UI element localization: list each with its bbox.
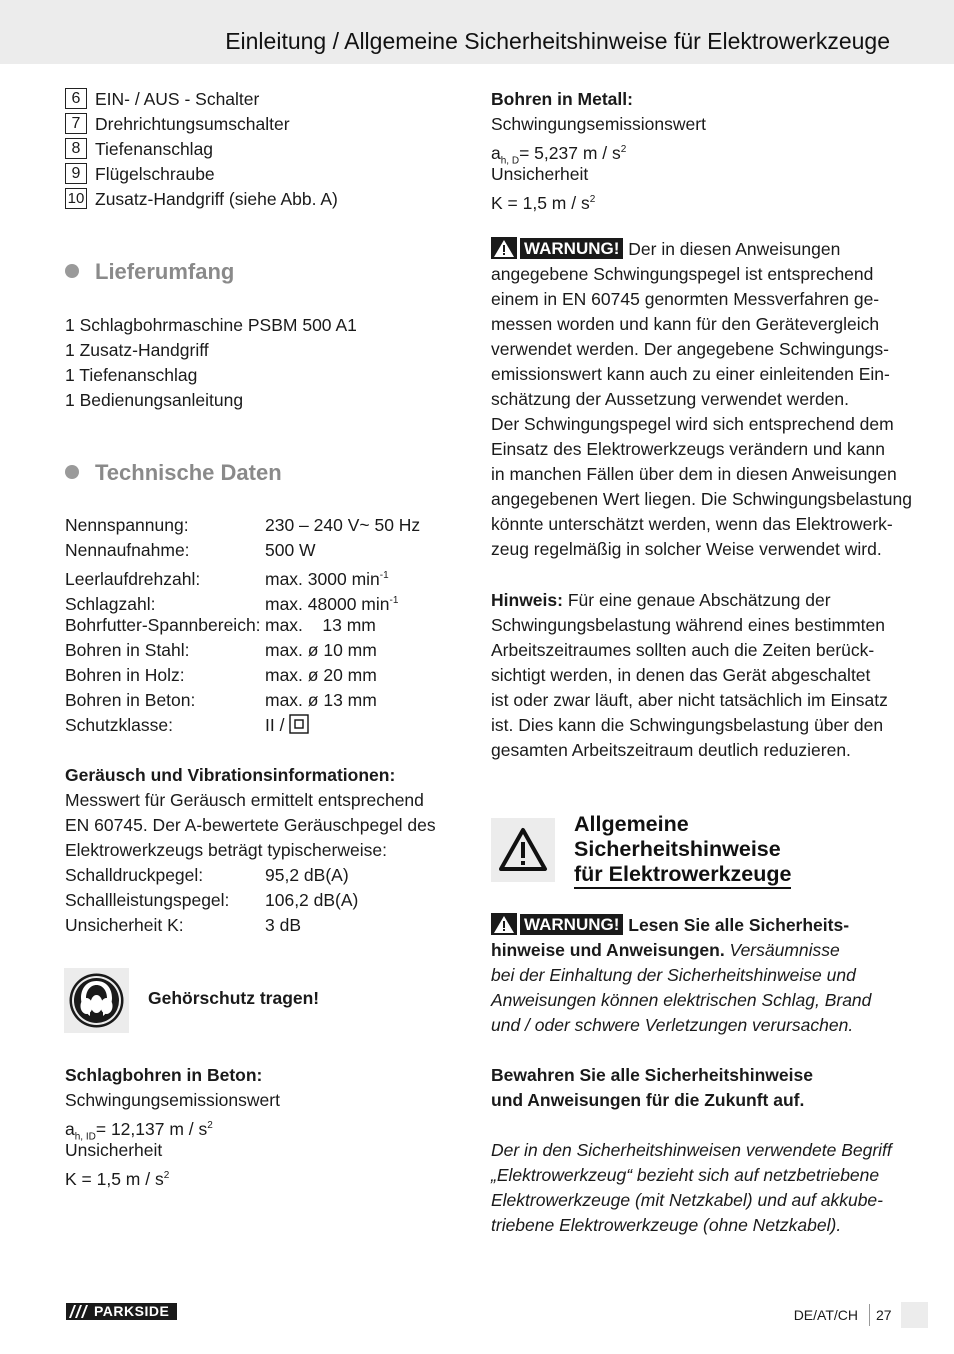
term-line: Der in den Sicherheitshinweisen verwendete Begriff bbox=[491, 1140, 892, 1160]
tech-value: max. ø 20 mm bbox=[265, 665, 377, 685]
note-line: Arbeitszeitraumes sollten auch die Zeiten berück- bbox=[491, 640, 875, 660]
warning-triangle-icon bbox=[491, 913, 517, 935]
noise-value: 95,2 dB(A) bbox=[265, 865, 349, 885]
general-heading-line: Allgemeine bbox=[574, 812, 689, 836]
general-warning-box bbox=[491, 818, 555, 882]
noise-heading bbox=[65, 763, 436, 788]
note-text: Für eine genaue Abschätzung der bbox=[562, 590, 831, 610]
part-number: 7 bbox=[65, 113, 87, 134]
note-line: sichtigt werden, in denen das Gerät abgeschaltet bbox=[491, 665, 871, 685]
general-safety-heading bbox=[574, 812, 791, 889]
metal-a-text: = 5,237 m / s bbox=[519, 142, 621, 163]
impact-heading bbox=[65, 1063, 280, 1088]
parts-item bbox=[65, 162, 455, 187]
metal-k-value bbox=[491, 187, 901, 212]
parkside-logo bbox=[66, 1303, 177, 1325]
tech-heading bbox=[65, 460, 282, 486]
noise-line: Elektrowerkzeugs beträgt typischerweise: bbox=[65, 840, 387, 860]
impact-a-sup: 2 bbox=[207, 1120, 213, 1131]
metal-heading-text: Bohren in Metall: bbox=[491, 89, 633, 109]
metal-line: Unsicherheit bbox=[491, 164, 589, 184]
tech-key: Leerlaufdrehzahl: bbox=[65, 568, 201, 589]
tech-value: max. 13 mm bbox=[265, 615, 376, 635]
tech-key: Nennspannung: bbox=[65, 515, 189, 535]
impact-a-value bbox=[65, 1113, 280, 1143]
noise-row bbox=[65, 888, 436, 913]
metal-k-sup: 2 bbox=[589, 194, 596, 205]
scope-list bbox=[65, 313, 357, 413]
metal-drilling-section bbox=[491, 87, 901, 212]
tech-key: Bohrfutter-Spannbereich: bbox=[65, 615, 261, 635]
protection-class-ii-icon bbox=[289, 714, 309, 734]
metal-a-value bbox=[491, 137, 901, 167]
tech-table bbox=[65, 513, 420, 738]
page-header bbox=[0, 0, 954, 64]
impact-drilling-section bbox=[65, 1063, 280, 1188]
warning-line: verwendet werden. Der angegebene Schwingungs- bbox=[491, 339, 889, 359]
keep-instructions bbox=[491, 1063, 901, 1113]
metal-a-sup: 2 bbox=[620, 144, 627, 155]
warning-line: messen worden und kann für den Gerätevergleich bbox=[491, 314, 880, 334]
impact-line: Unsicherheit bbox=[65, 1140, 163, 1160]
note-line: Schwingungsbelastung während eines bestimmten bbox=[491, 615, 885, 635]
general-warning-line: bei der Einhaltung der Sicherheitshinweise und bbox=[491, 965, 856, 985]
tech-key: Nennaufnahme: bbox=[65, 540, 190, 560]
impact-line: Schwingungsemissionswert bbox=[65, 1090, 280, 1110]
part-number: 8 bbox=[65, 138, 87, 159]
impact-a-text: = 12,137 m / s bbox=[95, 1118, 208, 1139]
noise-value: 3 dB bbox=[265, 915, 301, 935]
part-label: Drehrichtungsumschalter bbox=[95, 114, 290, 134]
footer-divider bbox=[869, 1304, 870, 1326]
general-heading-line: Sicherheitshinweise bbox=[574, 837, 781, 861]
part-label: EIN- / AUS - Schalter bbox=[95, 89, 260, 109]
part-number: 9 bbox=[65, 163, 87, 184]
ear-protection-box bbox=[64, 968, 129, 1033]
tech-row bbox=[65, 688, 420, 713]
bullet-icon bbox=[65, 264, 79, 278]
part-label: Tiefenanschlag bbox=[95, 139, 214, 159]
tech-value: 500 W bbox=[265, 540, 316, 560]
general-warning-bold: Lesen Sie alle Sicherheits- bbox=[623, 915, 850, 935]
part-label: Flügelschraube bbox=[95, 164, 215, 184]
tech-value: max. 3000 min bbox=[265, 568, 380, 589]
tech-value: II / bbox=[265, 715, 290, 735]
noise-value: 106,2 dB(A) bbox=[265, 890, 359, 910]
page-title: Einleitung / Allgemeine Sicherheitshinweise für Elektrowerkzeuge bbox=[225, 28, 890, 54]
tech-key: Bohren in Holz: bbox=[65, 665, 185, 685]
tech-key: Bohren in Stahl: bbox=[65, 640, 190, 660]
scope-item: 1 Bedienungsanleitung bbox=[65, 390, 244, 410]
noise-row bbox=[65, 913, 436, 938]
part-number: 6 bbox=[65, 88, 87, 109]
tech-row bbox=[65, 538, 420, 563]
warning-line: schätzung der Aussetzung verwendet werden. bbox=[491, 389, 849, 409]
tech-sup: -1 bbox=[389, 595, 399, 606]
impact-heading-text: Schlagbohren in Beton: bbox=[65, 1065, 263, 1085]
keep-line bbox=[491, 1063, 901, 1088]
parts-item bbox=[65, 112, 455, 137]
warning-block bbox=[491, 237, 912, 562]
general-warning-line: Anweisungen können elektrischen Schlag, Brand bbox=[491, 990, 872, 1010]
tech-row bbox=[65, 563, 420, 588]
note-line: ist oder zwar läuft, aber nicht tatsächlich im Einsatz bbox=[491, 690, 888, 710]
scope-item: 1 Tiefenanschlag bbox=[65, 365, 198, 385]
term-line: Elektrowerkzeuge (mit Netzkabel) und auf akkube- bbox=[491, 1190, 883, 1210]
term-line: triebene Elektrowerkzeuge (ohne Netzkabel). bbox=[491, 1215, 842, 1235]
noise-row bbox=[65, 863, 436, 888]
part-label: Zusatz-Handgriff (siehe Abb. A) bbox=[95, 189, 338, 209]
tech-value: 230 – 240 V~ 50 Hz bbox=[265, 515, 421, 535]
metal-k-text: K = 1,5 m / s bbox=[491, 192, 590, 213]
tech-row bbox=[65, 613, 420, 638]
warning-line: Einsatz des Elektrowerkzeugs verändern und kann bbox=[491, 439, 885, 459]
warning-line: zeug regelmäßig in solcher Weise verwendet wird. bbox=[491, 539, 882, 559]
warning-line: emissionswert kann auch zu einer einleitenden Ein- bbox=[491, 364, 890, 384]
tech-row bbox=[65, 513, 420, 538]
general-warning-line bbox=[491, 938, 901, 963]
metal-a-sub: h, D bbox=[500, 155, 520, 167]
parts-item bbox=[65, 137, 455, 162]
note-line: ist. Dies kann die Schwingungsbelastung über den bbox=[491, 715, 884, 735]
noise-key: Schalldruckpegel: bbox=[65, 865, 204, 885]
parts-item bbox=[65, 87, 455, 112]
footer-locale: DE/AT/CH bbox=[793, 1307, 858, 1323]
impact-k-sup: 2 bbox=[163, 1170, 170, 1181]
tech-row bbox=[65, 713, 420, 738]
tech-sup: -1 bbox=[379, 570, 389, 581]
note-label: Hinweis: bbox=[491, 590, 563, 610]
warning-line: könnte unterschätzt werden, wenn das Elektrowerk- bbox=[491, 514, 893, 534]
metal-heading bbox=[491, 87, 901, 112]
warning-label: WARNUNG! bbox=[520, 914, 623, 935]
general-warning-icon bbox=[491, 818, 555, 882]
general-heading-underlined: für Elektrowerkzeuge bbox=[574, 862, 791, 889]
scope-item: 1 Schlagbohrmaschine PSBM 500 A1 bbox=[65, 315, 357, 335]
tech-value: max. ø 10 mm bbox=[265, 640, 377, 660]
tech-row bbox=[65, 588, 420, 613]
noise-line: EN 60745. Der A-bewertete Geräuschpegel des bbox=[65, 815, 436, 835]
tech-value: max. ø 13 mm bbox=[265, 690, 377, 710]
metal-a-prefix: a bbox=[491, 142, 501, 163]
page-number: 27 bbox=[876, 1307, 892, 1323]
ear-protection-label: Gehörschutz tragen! bbox=[148, 988, 320, 1008]
warning-line: in manchen Fällen über dem in diesen Anweisungen bbox=[491, 464, 897, 484]
noise-section bbox=[65, 763, 436, 938]
noise-line: Messwert für Geräusch ermittelt entsprechend bbox=[65, 790, 424, 810]
noise-heading-text: Geräusch und Vibrationsinformationen: bbox=[65, 765, 396, 785]
note-line: gesamten Arbeitszeitraum deutlich reduzieren. bbox=[491, 740, 851, 760]
tech-value: max. 48000 min bbox=[265, 593, 390, 614]
warning-triangle-icon bbox=[491, 237, 517, 259]
general-warning-line: und / oder schwere Verletzungen verursachen. bbox=[491, 1015, 854, 1035]
metal-line: Schwingungsemissionswert bbox=[491, 114, 706, 134]
tech-key: Schlagzahl: bbox=[65, 593, 156, 614]
impact-a-sub: h, ID bbox=[74, 1131, 96, 1143]
ear-protection-icon bbox=[64, 968, 129, 1033]
tech-row bbox=[65, 638, 420, 663]
note-first-line bbox=[491, 588, 901, 613]
warning-line: Der Schwingungspegel wird sich entsprechend dem bbox=[491, 414, 894, 434]
warning-line: angegebene Schwingungspegel ist entsprechend bbox=[491, 264, 874, 284]
part-number: 10 bbox=[65, 188, 87, 209]
tech-row bbox=[65, 663, 420, 688]
parts-item bbox=[65, 187, 455, 212]
noise-key: Unsicherheit K: bbox=[65, 915, 184, 935]
keep-line bbox=[491, 1088, 901, 1113]
general-warning-first-line bbox=[491, 913, 901, 938]
footer-tab bbox=[901, 1302, 928, 1328]
general-warning-italic: Versäumnisse bbox=[724, 940, 840, 960]
general-warning-bold: hinweise und Anweisungen. bbox=[491, 940, 725, 960]
general-heading-line bbox=[574, 862, 791, 889]
impact-a-prefix: a bbox=[65, 1118, 75, 1139]
scope-item: 1 Zusatz-Handgriff bbox=[65, 340, 209, 360]
brand-name: PARKSIDE bbox=[94, 1303, 170, 1319]
general-warning-block bbox=[491, 913, 901, 1038]
impact-k-value bbox=[65, 1163, 280, 1188]
keep-line-text: Bewahren Sie alle Sicherheitshinweise bbox=[491, 1065, 813, 1085]
warning-label: WARNUNG! bbox=[520, 238, 623, 259]
tech-key: Bohren in Beton: bbox=[65, 690, 196, 710]
note-block bbox=[491, 588, 901, 763]
warning-text: Der in diesen Anweisungen bbox=[623, 239, 841, 259]
noise-key: Schallleistungspegel: bbox=[65, 890, 230, 910]
scope-heading bbox=[65, 259, 234, 285]
term-definition bbox=[491, 1138, 901, 1238]
warning-line: angegebenen Wert liegen. Die Schwingungsbelastung bbox=[491, 489, 912, 509]
left-column bbox=[65, 87, 455, 212]
keep-line-text: und Anweisungen für die Zukunft auf. bbox=[491, 1090, 805, 1110]
warning-line: einem in EN 60745 genormten Messverfahren ge- bbox=[491, 289, 880, 309]
tech-key: Schutzklasse: bbox=[65, 715, 173, 735]
term-line: „Elektrowerkzeug“ bezieht sich auf netzbetriebene bbox=[491, 1165, 880, 1185]
bullet-icon bbox=[65, 465, 79, 479]
tech-heading-text: Technische Daten bbox=[95, 460, 282, 485]
warning-first-line bbox=[491, 237, 901, 262]
impact-k-text: K = 1,5 m / s bbox=[65, 1168, 164, 1189]
scope-heading-text: Lieferumfang bbox=[95, 259, 235, 284]
